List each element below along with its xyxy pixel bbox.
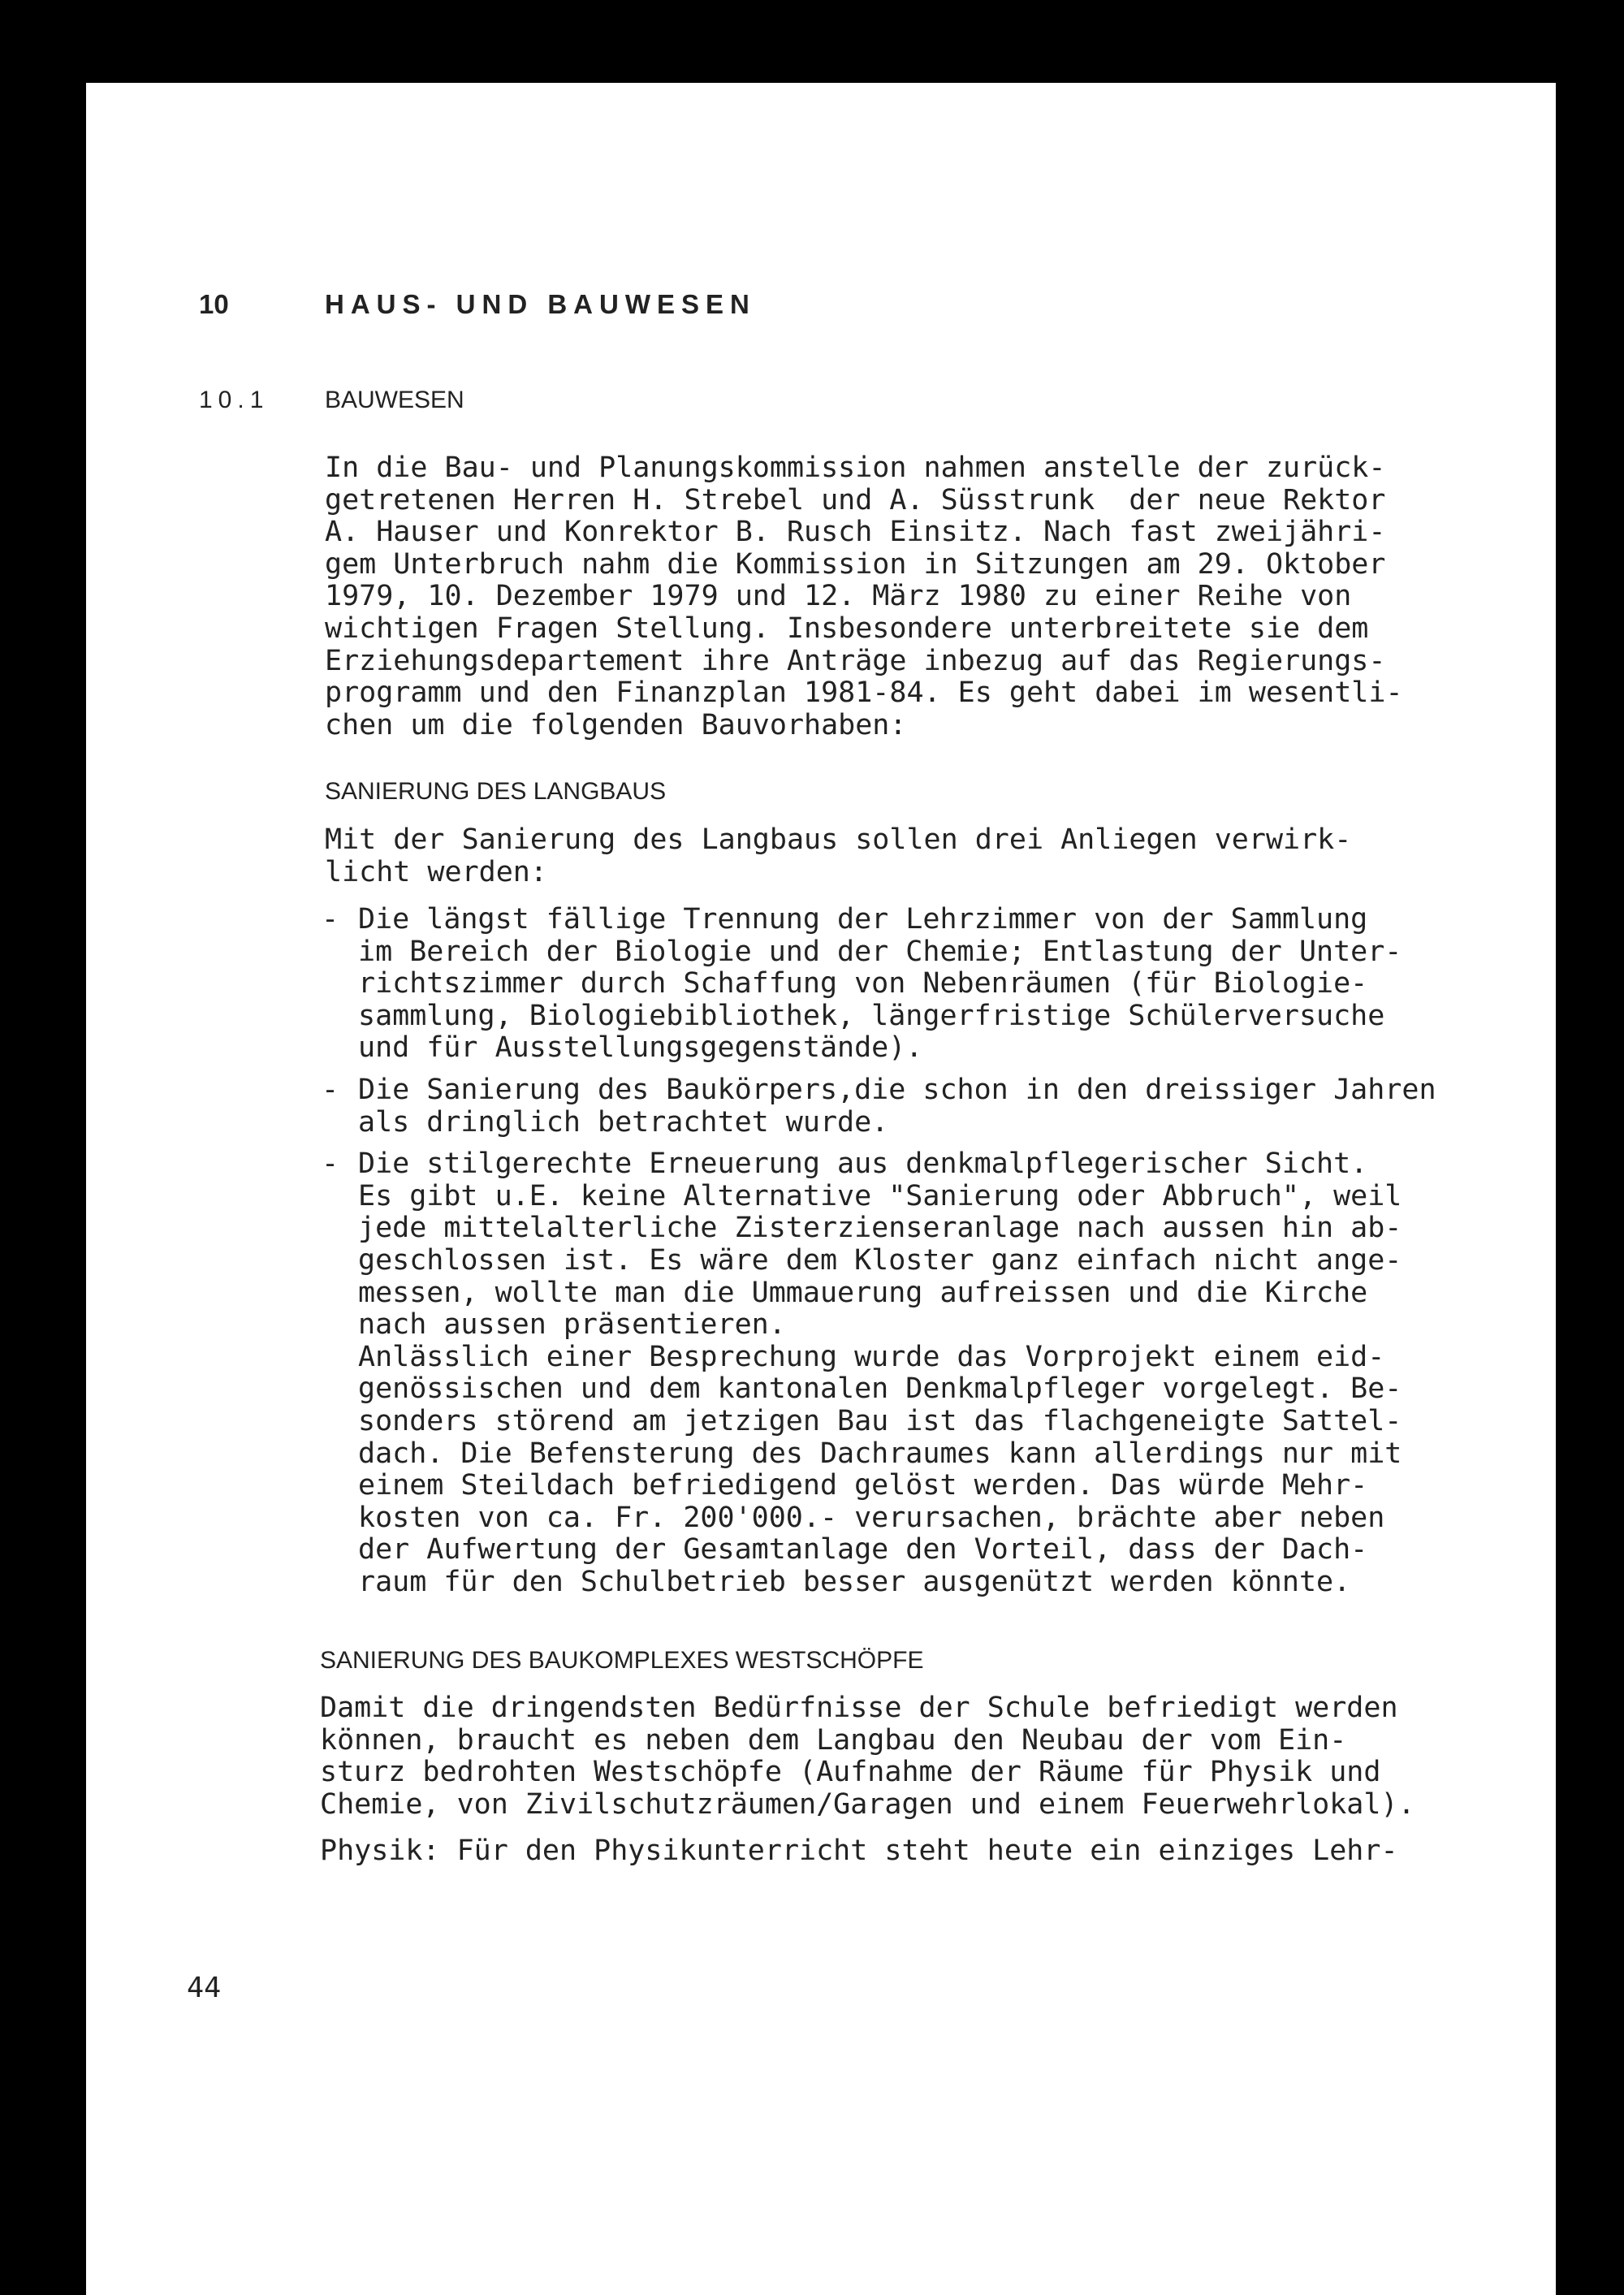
chapter-title: HAUS- UND BAUWESEN — [325, 289, 756, 319]
list-item — [322, 1148, 1436, 1598]
list-item — [322, 904, 1436, 1065]
list-dash: - — [322, 1148, 339, 1181]
langbau-list — [322, 904, 1436, 1608]
section-number: 10.1 — [199, 387, 270, 413]
list-item-text: Die längst fällige Trennung der Lehrzimmer von der Sammlung im Bereich der Biologie und der Chemie; Entlastung der Unter- richtszimmer durch Schaffung von Nebenräumen (für Biologie- sammlung, Biologiebibliothek, längerfristige Schülerversuche und für Ausstellungsgegenstände). — [358, 903, 1402, 1065]
page-number: 44 — [187, 1972, 222, 2004]
physik-paragraph: Physik: Für den Physikunterricht steht heute ein einziges Lehr- — [320, 1835, 1398, 1867]
subheading-langbau: SANIERUNG DES LANGBAUS — [325, 778, 667, 805]
list-dash: - — [322, 1073, 339, 1106]
chapter-number: 10 — [199, 289, 229, 319]
westschoepfe-paragraph: Damit die dringendsten Bedürfnisse der Schule befriedigt werden können, braucht es neben dem Langbau den Neubau der vom Ein- sturz bedrohten Westschöpfe (Aufnahme der Räume für Physik und Chemie, von Zivilschutzräumen/Garagen und einem Feuerwehrlokal). — [320, 1692, 1415, 1821]
subheading-westschoepfe: SANIERUNG DES BAUKOMPLEXES WESTSCHÖPFE — [320, 1647, 924, 1674]
list-item-text: Die stilgerechte Erneuerung aus denkmalpflegerischer Sicht. Es gibt u.E. keine Alternative "Sanierung oder Abbruch", weil jede mittelalterliche Zisterzienseranlage nach aussen hin ab- geschlossen ist. Es wäre dem Kloster ganz einfach nicht ange- messen, wollte man die Ummauerung aufreissen und die Kirche nach aussen präsentieren. Anlässlich einer Besprechung wurde das Vorprojekt einem eid- genössischen und dem kantonalen Denkmalpfleger vorgelegt. Be- sonders störend am jetzigen Bau ist das flachgeneigte Sattel- dach. Die Befensterung des Dachraumes kann allerdings nur mit einem Steildach befriedigend gelöst werden. Das würde Mehr- kosten von ca. Fr. 200'000.- verursachen, brächte aber neben der Aufwertung der Gesamtanlage den Vorteil, dass der Dach- raum für den Schulbetrieb besser ausgenützt werden könnte. — [358, 1148, 1402, 1598]
intro-paragraph: In die Bau- und Planungskommission nahmen anstelle der zurück- getretenen Herren H. Strebel und A. Süsstrunk der neue Rektor A. Hauser und Konrektor B. Rusch Einsitz. Nach fast zweijähri- gem Unterbruch nahm die Kommission in Sitzungen am 29. Oktober 1979, 10. Dezember 1979 und 12. März 1980 zu einer Reihe von wichtigen Fragen Stellung. Insbesondere unterbreitete sie dem Erziehungsdepartement ihre Anträge inbezug auf das Regierungs- programm und den Finanzplan 1981-84. Es geht dabei im wesentli- chen um die folgenden Bauvorhaben: — [325, 452, 1403, 741]
list-item-text: Die Sanierung des Baukörpers,die schon in den dreissiger Jahren als dringlich betrachtet wurde. — [358, 1073, 1436, 1139]
list-dash: - — [322, 903, 339, 936]
list-item — [322, 1074, 1436, 1139]
section-title: BAUWESEN — [325, 387, 464, 413]
langbau-lead-paragraph: Mit der Sanierung des Langbaus sollen drei Anliegen verwirk- licht werden: — [325, 823, 1352, 888]
